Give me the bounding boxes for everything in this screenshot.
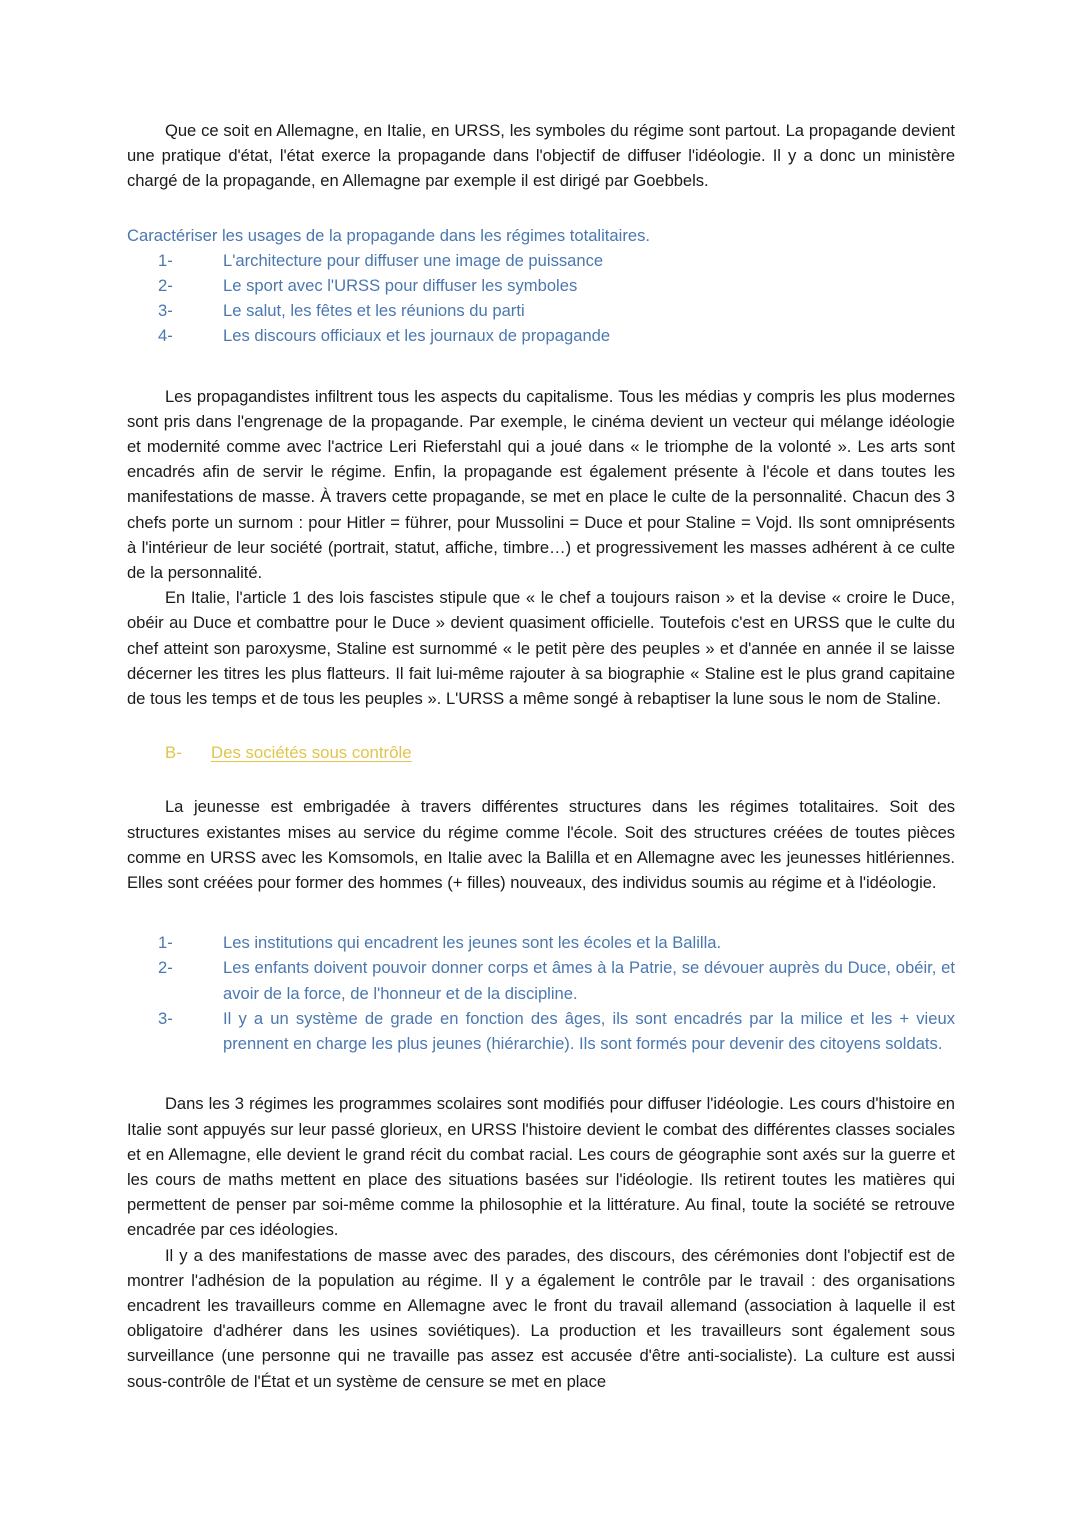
spacer bbox=[127, 711, 955, 740]
section-heading-b bbox=[165, 740, 955, 765]
list-item-number: 2- bbox=[158, 958, 173, 978]
list-item-number: 1- bbox=[158, 250, 173, 270]
list-item-number: 1- bbox=[158, 933, 173, 953]
paragraph-intro: Que ce soit en Allemagne, en Italie, en URSS, les symboles du régime sont partout. La propagande devient une pratique d'état, l'état exerce la propagande dans l'objectif de diffuser l'idéologie. Il y a donc un ministère chargé de la propagande, en Allemagne par exemple il est dirigé par Goebbels. bbox=[127, 121, 955, 191]
list-item bbox=[158, 1006, 955, 1056]
list-item-label: Les enfants doivent pouvoir donner corps et âmes à la Patrie, se dévouer auprès du Duce, obéir, et avoir de la force, de l'honneur et de la discipline. bbox=[223, 958, 955, 1003]
paragraph-propagandists: Les propagandistes infiltrent tous les aspects du capitalisme. Tous les médias y compris les plus modernes sont pris dans l'engrenage de la propagande. Par exemple, le cinéma devient un vecteur qui mélange idéologie et modernité comme avec l'actrice Leri Rieferstahl qui a joué dans « le triomphe de la volonté ». Les arts sont encadrés afin de servir le régime. Enfin, la propagande est également présente à l'école et dans toutes les manifestations de masse. À travers cette propagande, se met en place le culte de la personnalité. Chacun des 3 chefs porte un surnom : pour Hitler = führer, pour Mussolini = Duce et pour Staline = Vojd. Ils sont omniprésents à l'intérieur de leur société (portrait, statut, affiche, timbre…) et progressivement les masses adhérent à ce culte de la personnalité. bbox=[127, 386, 955, 583]
spacer bbox=[127, 194, 955, 223]
paragraph-mass-demonstrations: Il y a des manifestations de masse avec des parades, des discours, des cérémonies dont l'objectif est de montrer l'adhésion de la population au régime. Il y a également le contrôle par le travail : des organisations encadrent les travailleurs comme en Allemagne avec le front du travail allemand (association à laquelle il est obligatoire d'adhérer dans les usines soviétiques). La production et les travailleurs sont également sous surveillance (une personne qui ne travaille pas assez est accusée d'être anti-socialiste). La culture est aussi sous-contrôle de l'État et un système de censure se met en place bbox=[127, 1245, 955, 1391]
section-heading-text: Des sociétés sous contrôle bbox=[211, 743, 412, 763]
list-item-label: Les institutions qui encadrent les jeunes sont les écoles et la Balilla. bbox=[223, 933, 722, 953]
list-item-label: Le salut, les fêtes et les réunions du parti bbox=[223, 301, 525, 321]
list-item-label: L'architecture pour diffuser une image de puissance bbox=[223, 250, 604, 270]
list-item-number: 4- bbox=[158, 326, 173, 346]
list-item bbox=[158, 323, 955, 348]
list-item bbox=[158, 248, 955, 273]
list-item bbox=[158, 273, 955, 298]
list-item bbox=[158, 930, 955, 955]
spacer bbox=[127, 349, 955, 384]
list-item-number: 3- bbox=[158, 301, 173, 321]
list-item-number: 2- bbox=[158, 276, 173, 296]
question-prompt: Caractériser les usages de la propagande dans les régimes totalitaires. bbox=[127, 225, 650, 245]
list-item bbox=[158, 298, 955, 323]
paragraph-youth: La jeunesse est embrigadée à travers différentes structures dans les régimes totalitaires. Soit des structures existantes mises au service du régime comme l'école. Soit des structures créées de toutes pièces comme en URSS avec les Komsomols, en Italie avec la Balilla et en Allemagne avec les jeunesses hitlériennes. Elles sont créées pour former des hommes (+ filles) nouveaux, des individus soumis au régime et à l'idéologie. bbox=[127, 797, 955, 893]
answer-list-youth bbox=[127, 930, 955, 1056]
list-item-label: Les discours officiaux et les journaux de propagande bbox=[223, 326, 611, 346]
paragraph-italy-article: En Italie, l'article 1 des lois fascistes stipule que « le chef a toujours raison » et la devise « croire le Duce, obéir au Duce et combattre pour le Duce » devient quasiment officielle. Toutefois c'est en URSS que le culte du chef atteint son paroxysme, Staline est surnommé « le petit père des peuples » et d'année en année il se laisse décerner les titres les plus flatteurs. Il fait lui-même rajouter à sa biographie « Staline est le plus grand capitaine de tous les temps et de tous les peuples ». L'URSS a même songé à rebaptiser la lune sous le nom de Staline. bbox=[127, 588, 955, 709]
spacer bbox=[127, 765, 955, 794]
list-item-label: Le sport avec l'URSS pour diffuser les symboles bbox=[223, 276, 578, 296]
paragraph-school-programs: Dans les 3 régimes les programmes scolaires sont modifiés pour diffuser l'idéologie. Les cours d'histoire en Italie sont appuyés sur leur passé glorieux, en URSS l'histoire devient le combat des différentes classes sociales et en Allemagne, elle devient le grand récit du combat racial. Les cours de géographie sont axés sur la guerre et les cours de maths mettent en place des situations basées sur l'idéologie. Ils retirent toutes les matières qui permettent de penser par soi-même comme la philosophie et la littérature. Au final, toute la société se retrouve encadrée par ces idéologies. bbox=[127, 1094, 955, 1240]
answer-list-propaganda bbox=[127, 248, 955, 349]
spacer bbox=[127, 1056, 955, 1091]
list-item-number: 3- bbox=[158, 1008, 173, 1028]
list-item-label: Il y a un système de grade en fonction des âges, ils sont encadrés par la milice et les + vieux prennent en charge les plus jeunes (hiérarchie). Ils sont formés pour devenir des citoyens soldats. bbox=[223, 1008, 955, 1054]
question-block-youth bbox=[127, 930, 955, 1056]
document-body bbox=[127, 118, 955, 1394]
question-block-propaganda bbox=[127, 223, 955, 349]
section-heading-letter: B- bbox=[165, 743, 182, 763]
spacer bbox=[127, 895, 955, 930]
list-item bbox=[158, 955, 955, 1005]
